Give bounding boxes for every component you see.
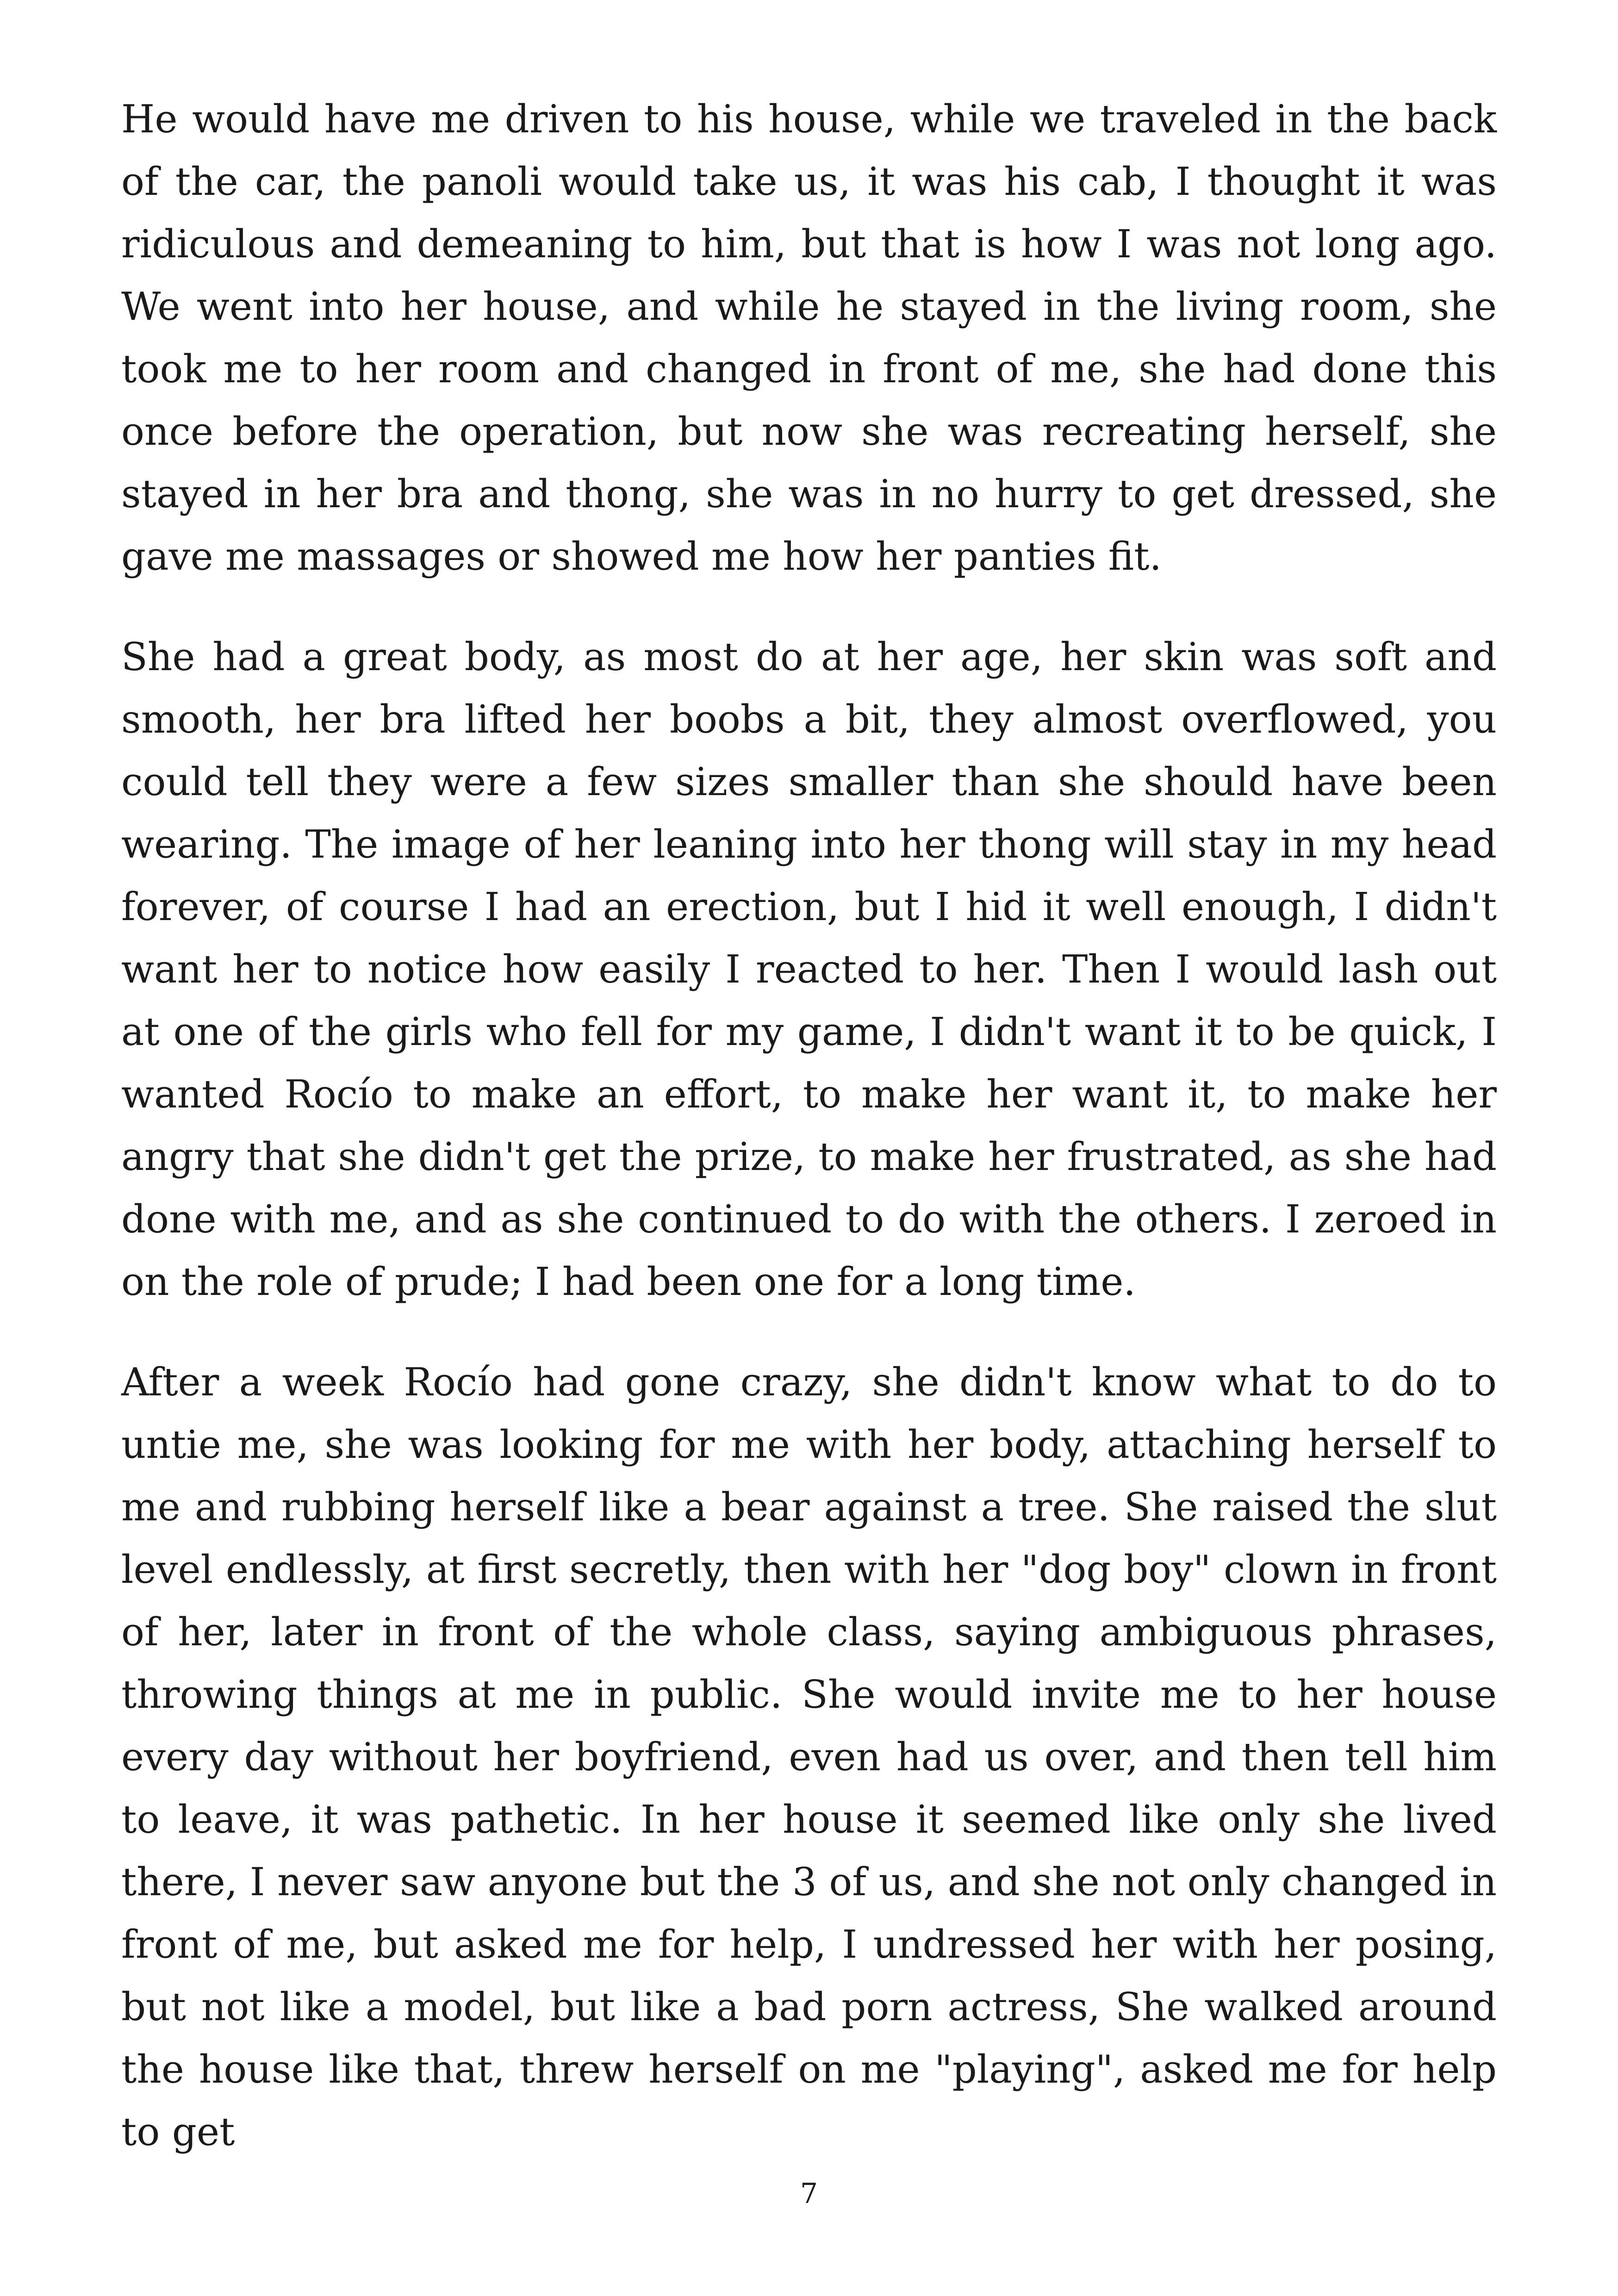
paragraph-3: After a week Rocío had gone crazy, she didn't know what to do to untie me, she was looking for me with her body, attaching herself to me and rubbing herself like a bear against a tree. She raised the slut level endlessly, at first secretly, then with her "dog boy" clown in front of her, later in front of the whole class, saying ambiguous phrases, throwing things at me in public. She would invite me to her house every day without her boyfriend, even had us over, and then tell him to leave, it was pathetic. In her house it seemed like only she lived there, I never saw anyone but the 3 of us, and she not only changed in front of me, but asked me for help, I undressed her with her posing, but not like a model, but like a bad porn actress, She walked around the house like that, threw herself on me "playing", asked me for help to get <box>121 1360 1497 2154</box>
body-text <box>121 88 1497 2201</box>
paragraph-1: He would have me driven to his house, while we traveled in the back of the car, the panoli would take us, it was his cab, I thought it was ridiculous and demeaning to him, but that is how I was not long ago. We went into her house, and while he stayed in the living room, she took me to her room and changed in front of me, she had done this once before the operation, but now she was recreating herself, she stayed in her bra and thong, she was in no hurry to get dressed, she gave me massages or showed me how her panties fit. <box>121 97 1497 579</box>
page-number: 7 <box>800 2178 818 2210</box>
paragraph-2: She had a great body, as most do at her age, her skin was soft and smooth, her bra lifted her boobs a bit, they almost overflowed, you could tell they were a few sizes smaller than she should have been wearing. The image of her leaning into her thong will stay in my head forever, of course I had an erection, but I hid it well enough, I didn't want her to notice how easily I reacted to her. Then I would lash out at one of the girls who fell for my game, I didn't want it to be quick, I wanted Rocío to make an effort, to make her want it, to make her angry that she didn't get the prize, to make her frustrated, as she had done with me, and as she continued to do with the others. I zeroed in on the role of prude; I had been one for a long time. <box>121 635 1497 1304</box>
